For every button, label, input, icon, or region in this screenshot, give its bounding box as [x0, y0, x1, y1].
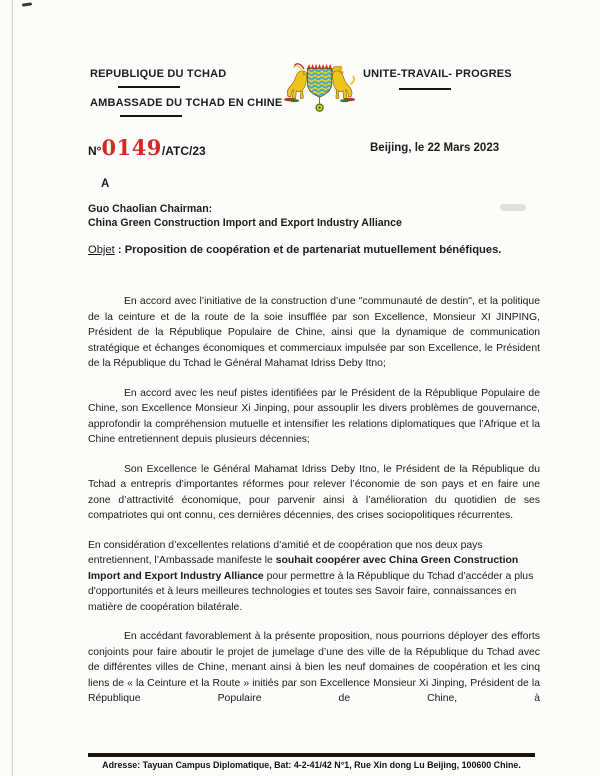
paragraph-4-bold-text: souhait coopérer avec China Green Construction Import and Export Industry Alliance [88, 555, 519, 582]
subject-text: Proposition de coopération et de partenariat mutuellement bénéfiques. [124, 244, 502, 256]
national-motto: UNITE-TRAVAIL- PROGRES [363, 68, 512, 80]
medal [316, 97, 323, 111]
paragraph-4-text-end: pour permettre à la République du Tchad d’accéder a plus d'opportunités et à leurs meilleures technologies et toutes ses Savoir faire, connaissances en matière de coopération bilatérale. [88, 570, 534, 613]
scan-artifact-mark [22, 2, 32, 6]
lion-supporter [331, 66, 355, 102]
body-paragraph-4 [88, 538, 540, 616]
reference-prefix: N° [88, 144, 102, 158]
body-paragraph-2: En accord avec les neuf pistes identifiées par le Président de la République Populaire de Chine, son Excellence Monsieur Xi Jinping, pour assouplir les divers problèmes de gouvernance, approfondir la compréhension mutuelle et intensifier les relations diplomatiques que l’Afrique et la Chine entretiennent depuis plusieurs décennies; [88, 387, 540, 445]
recipient-organization: China Green Construction Import and Export Industry Alliance [88, 217, 402, 229]
chad-coat-of-arms-icon [280, 61, 358, 117]
body-paragraph-1: En accord avec l’initiative de la construction d’une "communauté de destin", et la politique de la ceinture et de la route de la soie insufflée par son Excellence, Monsieur XI JINPING, Président de la République Populaire de Chine, ainsi que la dynamique de communication stratégique et échanges économiques et commerciaux impulsée par son Excellence, le Président de la République du Tchad le Général Mahamat Idriss Deby Itno; [88, 296, 540, 369]
subject-label: Objet [88, 244, 115, 256]
sun-rays [307, 64, 332, 69]
embassy-title: AMBASSADE DU TCHAD EN CHINE [90, 97, 283, 109]
goat-supporter [284, 64, 307, 102]
reference-line [88, 135, 206, 160]
reference-suffix: /ATC/23 [161, 144, 206, 158]
scan-page-edge [11, 0, 13, 776]
footer-address: Adresse: Tayuan Campus Diplomatique, Bat: 4-2-41/42 N°1, Rue Xin dong Lu Beijing, 100600 Chine. [102, 760, 521, 770]
letterhead-right [363, 68, 512, 90]
republic-title: REPUBLIQUE DU TCHAD [90, 68, 227, 80]
embassy-underline [120, 115, 182, 117]
dateline: Beijing, le 22 Mars 2023 [370, 142, 500, 154]
letter-body [88, 294, 540, 721]
reference-number: 0149 [101, 135, 162, 160]
salutation: A [101, 178, 110, 190]
subject-line [88, 242, 540, 258]
paragraph-4-text: En considération d’excellentes relations d’amitié et de coopération que nos deux pays entretiennent, l’Ambassade manifeste le [88, 539, 483, 566]
footer-rule [88, 753, 535, 757]
body-paragraph-5: En accédant favorablement à la présente proposition, nous pourrions déployer des efforts conjoints pour faire aboutir le projet de jumelage d’une des ville de la République du Tchad avec de différentes villes de Chine, menant ainsi à bien les neuf domaines de coopération et les cinq liens de « la Ceinture et la Route » initiés par son Excellence Monsieur Xi Jinping, Président de la République Populaire de Chine, à [88, 631, 540, 704]
recipient-block [88, 202, 402, 230]
recipient-name: Guo Chaolian Chairman: [88, 203, 213, 215]
scan-artifact-smudge [500, 204, 526, 211]
letterhead-left [90, 68, 282, 117]
body-paragraph-3: Son Excellence le Général Mahamat Idriss Deby Itno, le Président de la République du Tchad a entrepris d’importantes réformes pour relever l’économie de son pays et en faire une zone d’attractivité économique, pour parvenir ainsi à l’amélioration du quotidien de ses compatriotes qui ont connu, ces dernières décennies, des crises sociopolitiques récurrentes. [88, 463, 540, 521]
shield [306, 69, 334, 98]
motto-underline [399, 88, 451, 90]
republic-underline [118, 86, 180, 88]
subject-separator: : [114, 244, 125, 256]
